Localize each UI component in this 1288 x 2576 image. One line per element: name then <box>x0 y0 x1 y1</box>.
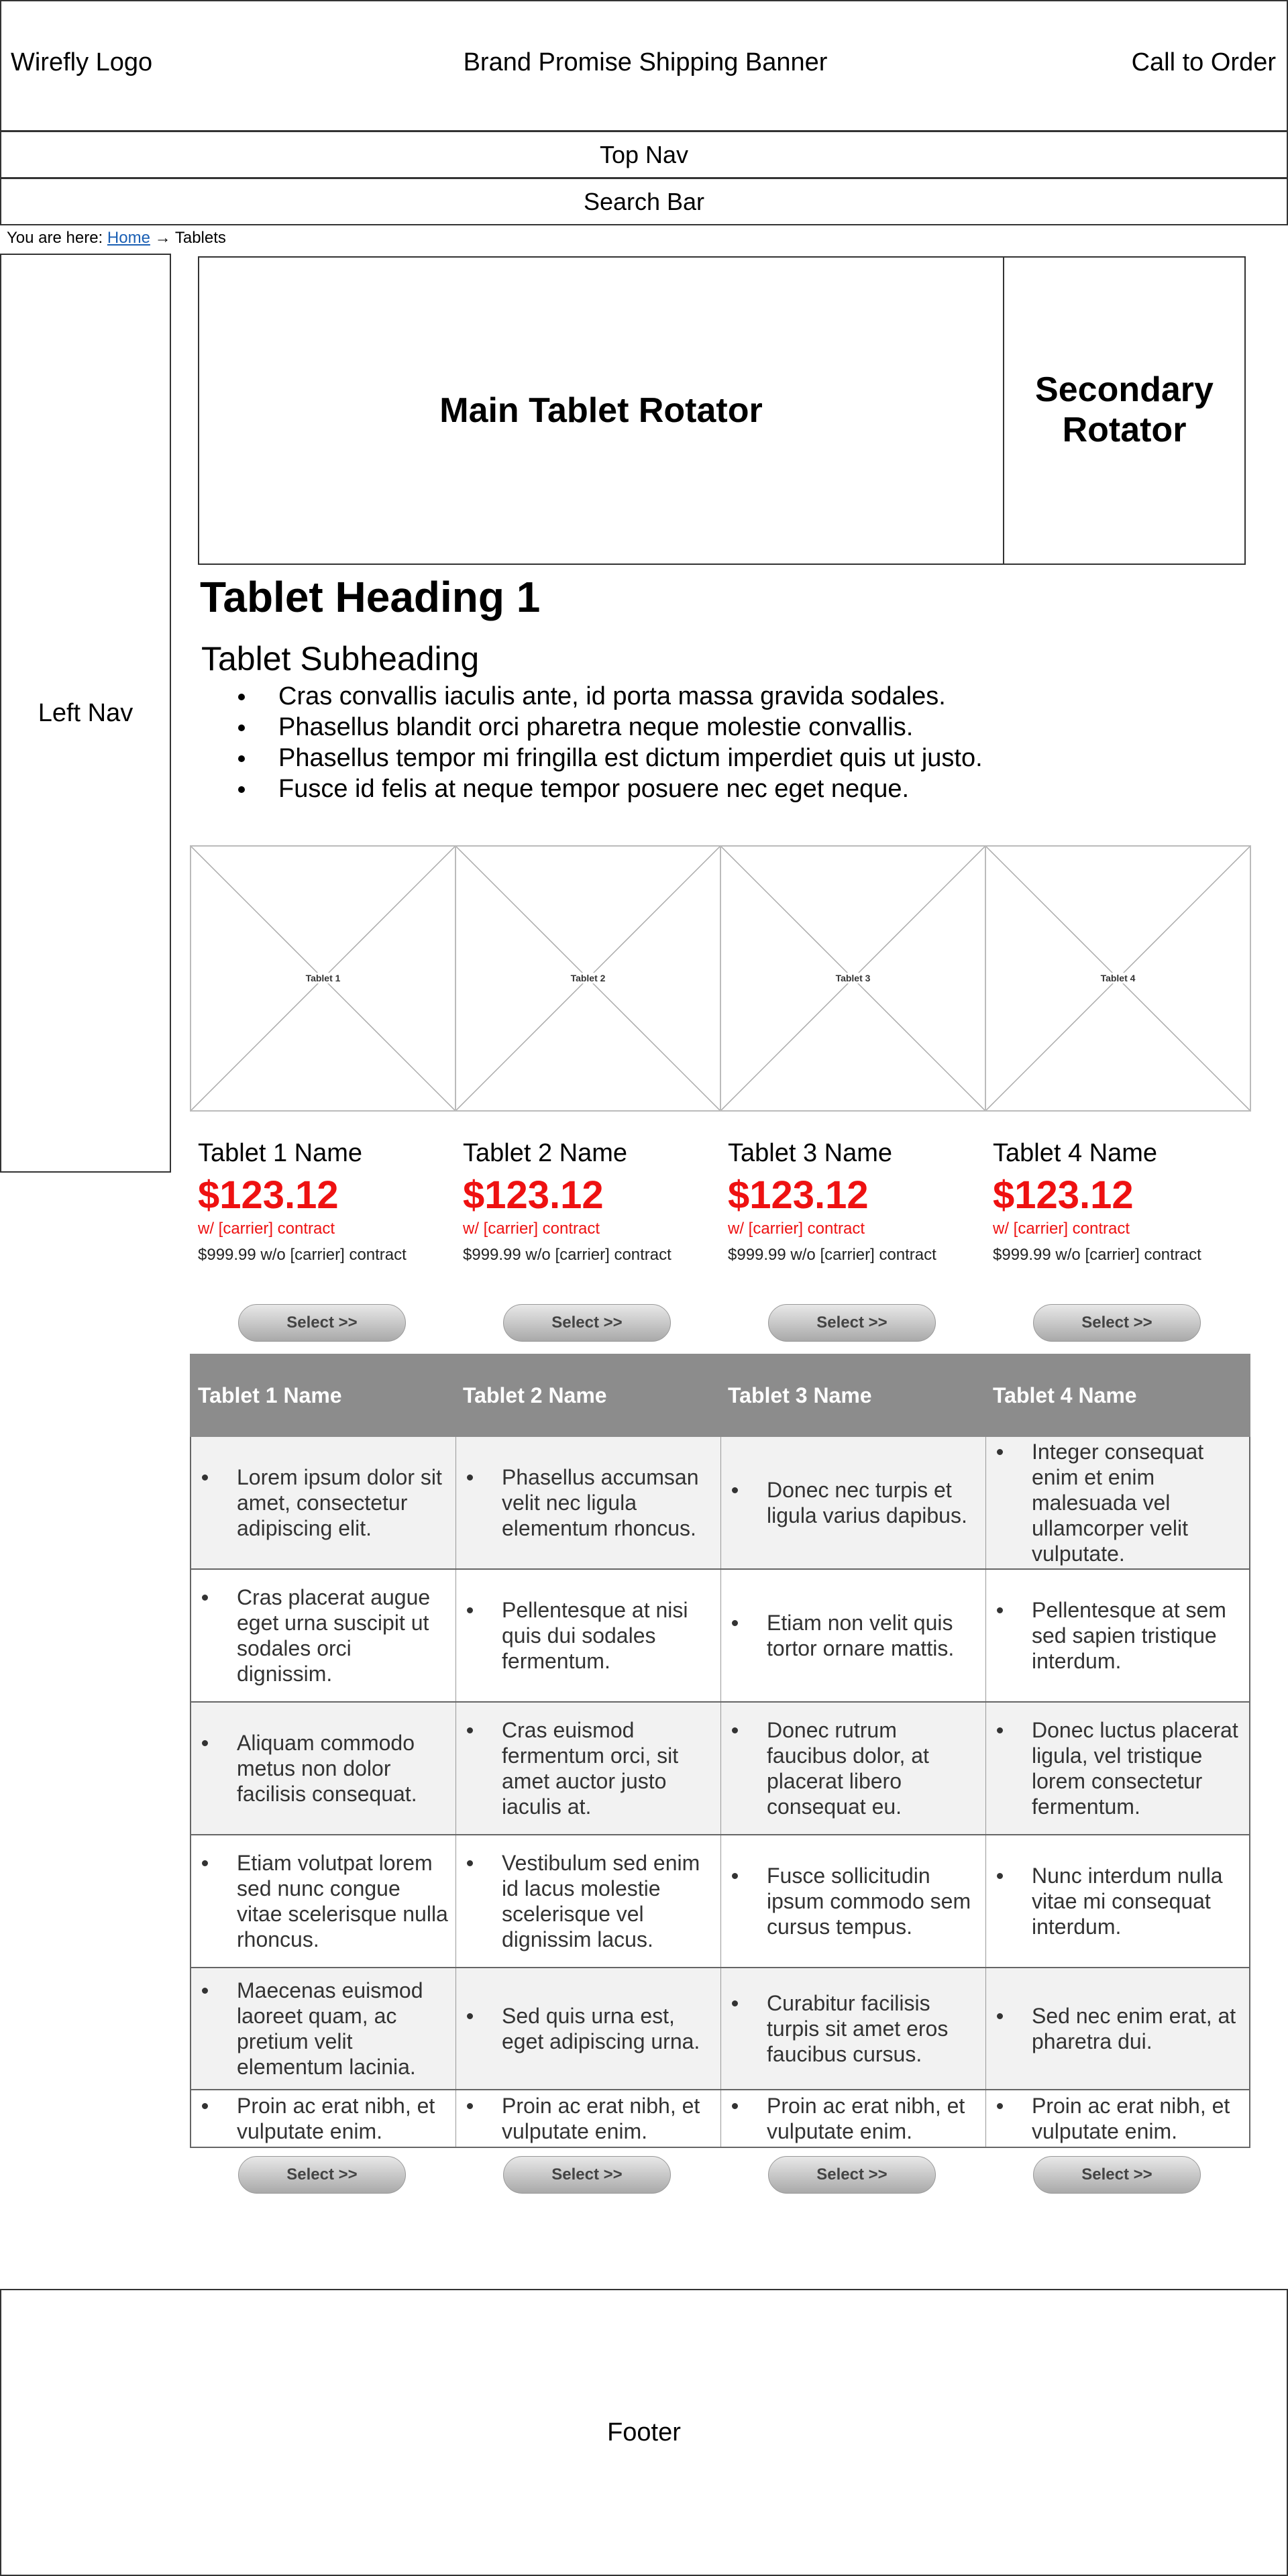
table-cell <box>986 1968 1249 2089</box>
cell-text: Pellentesque at sem sed sapien tristique interdum. <box>994 1597 1242 1674</box>
tablet-1-image[interactable] <box>190 845 456 1112</box>
cell-text: Nunc interdum nulla vitae mi consequat interdum. <box>994 1863 1242 1939</box>
table-cell <box>721 1703 986 1834</box>
tablet-image-label: Tablet 4 <box>1100 973 1136 983</box>
table-row <box>190 1437 1250 1570</box>
select-button[interactable]: Select >> <box>768 2156 936 2194</box>
cell-text: Sed nec enim erat, at pharetra dui. <box>994 2003 1242 2054</box>
table-cell <box>456 1437 721 1568</box>
cell-text: Etiam non velit quis tortor ornare mattis. <box>729 1610 979 1661</box>
main-tablet-rotator[interactable]: Main Tablet Rotator <box>198 256 1004 565</box>
table-row <box>190 2090 1250 2148</box>
feature-list <box>238 681 983 804</box>
table-cell <box>986 1437 1249 1568</box>
breadcrumb-home-link[interactable]: Home <box>107 229 150 247</box>
list-item: Phasellus tempor mi fringilla est dictum imperdiet quis ut justo. <box>238 743 983 773</box>
cell-text: Donec luctus placerat ligula, vel tristique lorem consectetur fermentum. <box>994 1717 1242 1819</box>
table-cell <box>191 1437 456 1568</box>
arrow-right-icon: → <box>154 229 171 247</box>
column-header: Tablet 4 Name <box>993 1383 1137 1407</box>
cell-text: Proin ac erat nibh, et vulputate enim. <box>199 2093 449 2144</box>
select-button[interactable]: Select >> <box>768 1304 936 1342</box>
product-price: $123.12 <box>198 1173 339 1217</box>
table-cell <box>721 1835 986 1967</box>
cell-text: Integer consequat enim et enim malesuada vel ullamcorper velit vulputate. <box>994 1439 1242 1566</box>
no-contract-price: $999.99 w/o [carrier] contract <box>198 1246 407 1264</box>
no-contract-price: $999.99 w/o [carrier] contract <box>993 1246 1201 1264</box>
table-cell <box>456 2090 721 2147</box>
breadcrumb-prefix: You are here: <box>7 229 103 247</box>
product-price: $123.12 <box>993 1173 1134 1217</box>
select-button[interactable]: Select >> <box>238 1304 406 1342</box>
table-cell <box>191 1703 456 1834</box>
column-header: Tablet 1 Name <box>198 1383 342 1407</box>
tablet-image-label: Tablet 2 <box>570 973 606 983</box>
cell-text: Fusce sollicitudin ipsum commodo sem cursus tempus. <box>729 1863 979 1939</box>
table-cell <box>191 2090 456 2147</box>
product-name[interactable]: Tablet 1 Name <box>198 1139 363 1167</box>
secondary-rotator[interactable]: Secondary Rotator <box>1003 256 1246 565</box>
column-header: Tablet 3 Name <box>728 1383 872 1407</box>
tablet-image-label: Tablet 3 <box>835 973 871 983</box>
cell-text: Proin ac erat nibh, et vulputate enim. <box>994 2093 1242 2144</box>
cell-text: Maecenas euismod laoreet quam, ac pretium velit elementum lacinia. <box>199 1978 449 2080</box>
footer: Footer <box>0 2289 1288 2576</box>
cell-text: Phasellus accumsan velit nec ligula elementum rhoncus. <box>464 1464 714 1541</box>
cell-text: Curabitur facilisis turpis sit amet eros faucibus cursus. <box>729 1990 979 2067</box>
top-nav[interactable]: Top Nav <box>0 131 1288 178</box>
cell-text: Donec rutrum faucibus dolor, at placerat libero consequat eu. <box>729 1717 979 1819</box>
product-name[interactable]: Tablet 3 Name <box>728 1139 893 1167</box>
no-contract-price: $999.99 w/o [carrier] contract <box>463 1246 672 1264</box>
contract-note: w/ [carrier] contract <box>463 1220 600 1238</box>
cell-text: Cras placerat augue eget urna suscipit ut sodales orci dignissim. <box>199 1585 449 1686</box>
cell-text: Cras euismod fermentum orci, sit amet auctor justo iaculis at. <box>464 1717 714 1819</box>
header <box>0 0 1288 131</box>
contract-note: w/ [carrier] contract <box>198 1220 335 1238</box>
table-cell <box>721 1437 986 1568</box>
cell-text: Lorem ipsum dolor sit amet, consectetur adipiscing elit. <box>199 1464 449 1541</box>
select-button[interactable]: Select >> <box>1033 1304 1201 1342</box>
table-cell <box>986 1703 1249 1834</box>
tablet-3-image[interactable] <box>720 845 986 1112</box>
select-button[interactable]: Select >> <box>238 2156 406 2194</box>
list-item: Fusce id felis at neque tempor posuere nec eget neque. <box>238 773 983 804</box>
contract-note: w/ [carrier] contract <box>993 1220 1130 1238</box>
cell-text: Vestibulum sed enim id lacus molestie scelerisque vel dignissim lacus. <box>464 1850 714 1952</box>
list-item: Phasellus blandit orci pharetra neque molestie convallis. <box>238 712 983 743</box>
column-header: Tablet 2 Name <box>463 1383 607 1407</box>
list-item: Cras convallis iaculis ante, id porta massa gravida sodales. <box>238 681 983 712</box>
table-cell <box>986 2090 1249 2147</box>
table-cell <box>191 1968 456 2089</box>
table-cell <box>986 1570 1249 1701</box>
table-cell <box>986 1835 1249 1967</box>
breadcrumb <box>7 229 226 248</box>
cell-text: Pellentesque at nisi quis dui sodales fermentum. <box>464 1597 714 1674</box>
table-cell <box>191 1835 456 1967</box>
call-to-order[interactable]: Call to Order <box>1131 48 1276 76</box>
table-cell <box>456 1570 721 1701</box>
table-cell <box>721 1570 986 1701</box>
select-button[interactable]: Select >> <box>503 2156 671 2194</box>
table-cell <box>191 1570 456 1701</box>
select-button[interactable]: Select >> <box>503 1304 671 1342</box>
page-title: Tablet Heading 1 <box>200 573 541 621</box>
table-cell <box>456 1703 721 1834</box>
tablet-image-label: Tablet 1 <box>305 973 341 983</box>
cell-text: Proin ac erat nibh, et vulputate enim. <box>464 2093 714 2144</box>
cell-text: Proin ac erat nibh, et vulputate enim. <box>729 2093 979 2144</box>
breadcrumb-current: Tablets <box>174 229 226 247</box>
contract-note: w/ [carrier] contract <box>728 1220 865 1238</box>
no-contract-price: $999.99 w/o [carrier] contract <box>728 1246 936 1264</box>
left-nav[interactable]: Left Nav <box>0 254 171 1173</box>
product-price: $123.12 <box>463 1173 604 1217</box>
cell-text: Sed quis urna est, eget adipiscing urna. <box>464 2003 714 2054</box>
product-price: $123.12 <box>728 1173 869 1217</box>
table-row <box>190 1835 1250 1968</box>
page-subheading: Tablet Subheading <box>201 640 480 678</box>
table-cell <box>721 2090 986 2147</box>
tablet-2-image[interactable] <box>455 845 721 1112</box>
product-name[interactable]: Tablet 4 Name <box>993 1139 1158 1167</box>
tablet-4-image[interactable] <box>985 845 1251 1112</box>
cell-text: Donec nec turpis et ligula varius dapibus. <box>729 1477 979 1528</box>
brand-promise-banner[interactable]: Brand Promise Shipping Banner <box>463 48 828 76</box>
product-name[interactable]: Tablet 2 Name <box>463 1139 628 1167</box>
wirefly-logo[interactable]: Wirefly Logo <box>11 48 153 76</box>
table-row <box>190 1968 1250 2090</box>
table-row <box>190 1703 1250 1835</box>
table-cell <box>456 1835 721 1967</box>
table-cell <box>721 1968 986 2089</box>
cell-text: Aliquam commodo metus non dolor facilisis consequat. <box>199 1730 449 1807</box>
comparison-table-header <box>190 1354 1250 1437</box>
table-cell <box>456 1968 721 2089</box>
select-button[interactable]: Select >> <box>1033 2156 1201 2194</box>
search-bar[interactable]: Search Bar <box>0 178 1288 225</box>
table-row <box>190 1570 1250 1703</box>
cell-text: Etiam volutpat lorem sed nunc congue vitae scelerisque nulla rhoncus. <box>199 1850 449 1952</box>
